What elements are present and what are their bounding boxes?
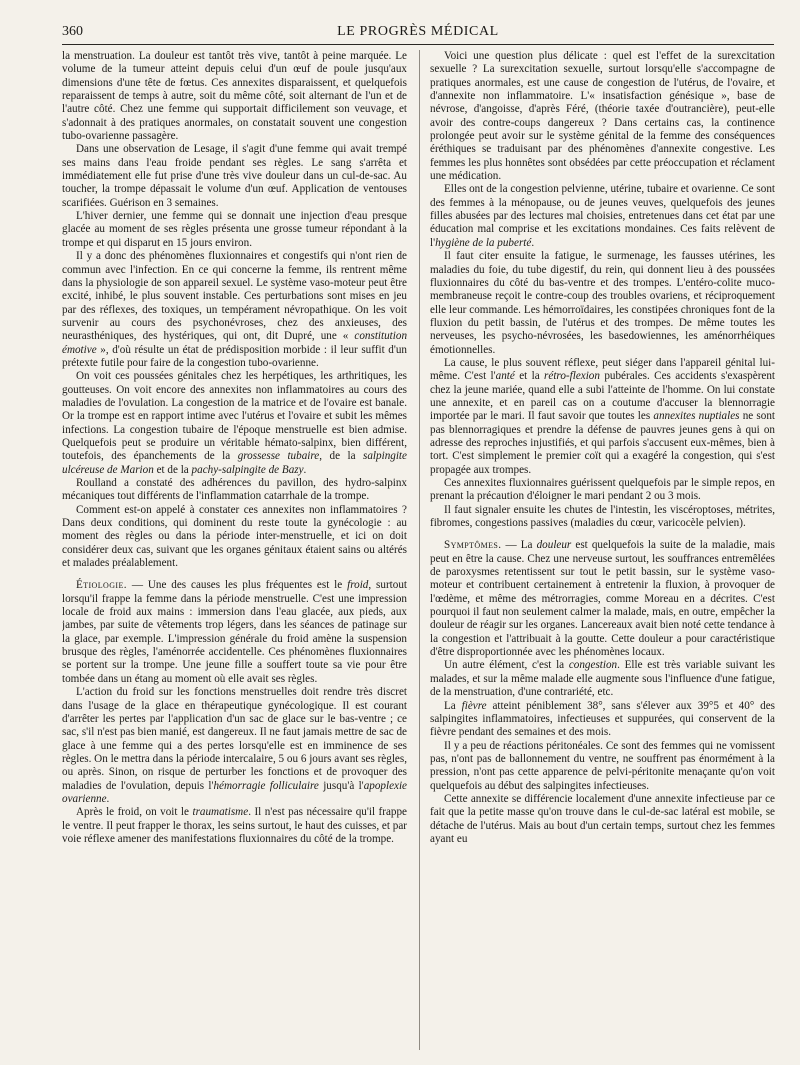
paragraph: la menstruation. La douleur est tantôt très vive, tantôt à peine marquée. Le volume de la tumeur atteint depuis celui d'un œuf de poule jusqu'aux dimensions d'une tête de fœtus. Ces annexites disparaissent, et quelquefois reparaissent de temps à autre, soit du même côté, soit alternant de l'un et de l'autre côté. Chez une femme qui supportait difficilement son veuvage, et s'adonnait à des pratiques anormales, on constatait souvent une congestion tubo-ovarienne passagère.: [62, 50, 407, 143]
paragraph: Il faut signaler ensuite les chutes de l'intestin, les viscéroptoses, métrites, fibromes, congestions passives (maladies du cœur, varicocèle pelvien).: [430, 503, 775, 530]
text-run: et la: [519, 370, 540, 383]
text-run: La: [444, 699, 456, 712]
journal-title: LE PROGRÈS MÉDICAL: [337, 24, 499, 39]
paragraph: Cette annexite se différencie localement d'une annexite infectieuse par ce fait que la petite masse qu'on trouve dans le cul-de-sac latéral est mobile, se détache de l'utérus. Mais au bout d'un certain temps, surtout chez les femmes ayant eu: [430, 792, 775, 845]
text-run: atteint péniblement 38°, sans s'élever aux 39°5 et 40° des salpingites inflammatoires, infectieuses et suppurées, qui conservent de la fièvre pendant des semaines et des mois.: [430, 699, 775, 739]
paragraph: [430, 183, 775, 250]
text-run: L'action du froid sur les fonctions menstruelles doit rendre très discret dans l'usage de la glace en thérapeutique gynécologique. Il est courant d'arrêter les pertes par l'application d'un sac de glace sur le bas-ventre ; ce sac, s'il n'est pas bien manié, est dangereux. Il ne faut jamais mettre de sac de glace à une femme qui a des pertes lorsqu'elle est en imminence de ses règles. On le mettra dans la période intercalaire, 5 ou 6 jours avant ses règles, ou après. Sinon, on risque de perturber les fonctions et de provoquer des maladies de l'ovulation, depuis l': [62, 686, 407, 792]
paragraph: L'hiver dernier, une femme qui se donnait une injection d'eau presque glacée au moment de ses règles présenta une grosse tumeur répondant à la trompe et qui disparut en 15 jours environ.: [62, 210, 407, 249]
left-column: [62, 50, 407, 1050]
section-heading-etiology: Étiologie.: [76, 579, 127, 592]
paragraph: Ces annexites fluxionnaires guérissent quelquefois par le simple repos, en prenant la précaution d'éloigner le mari pendant 2 ou 3 mois.: [430, 477, 775, 503]
paragraph: [430, 539, 775, 659]
text-run: .: [531, 236, 535, 249]
italic-term: salpingite ulcéreuse de Marion: [62, 450, 407, 476]
text-run: .: [303, 463, 307, 476]
italic-term: fièvre: [461, 699, 487, 712]
paragraph: Comment est-on appelé à constater ces annexites non inflammatoires ? Dans deux conditions, qui dominent du reste toute la gynécologie : au moment des règles ou dans la période inter-menstruelle, et ici on doit considérer deux cas, suivant que les organes génitaux étaient sains ou altérés et malades préalablement.: [62, 503, 407, 570]
paragraph: [430, 659, 775, 699]
text-run: est quelquefois la suite de la maladie, mais peut en être la cause. Chez une nerveuse surtout, les souffrances entremêlées de paroxysmes retentissent sur tout le petit bassin, sur le système vaso-moteur et contribuent certainement à entretenir la fluxion, à provoquer de l'œdème, et même des métrorragies, comme Moreau en a décrites. C'est pourquoi il faut non seulement calmer la malade, mais, en outre, empêcher la douleur de réagir sur les organes. Lancereaux avait bien noté cette tendance à la congestion et l'attribuait à la goutte. Cette douleur a pour caractéristique d'être disproportionnée avec les phénomènes locaux.: [430, 539, 775, 659]
italic-term: annexites nuptiales: [653, 410, 740, 423]
text-run: . Il n'est pas nécessaire qu'il frappe le ventre. Il peut frapper le thorax, les seins surtout, le haut des cuisses, et par voie réflexe amener des manifestations fluxionnaires du côté de la trompe.: [62, 806, 407, 845]
text-run: — Une des causes les plus fréquentes est le: [131, 579, 343, 592]
italic-term: rétro-flexion: [544, 370, 600, 383]
italic-term: anté: [495, 370, 515, 383]
page-number: 360: [62, 24, 83, 39]
italic-term: pachy-salpingite de Bazy: [191, 463, 304, 476]
text-run: pubérales. Ces accidents s'exaspèrent chez la jeune mariée, quand elle a subi l'atteinte de l'homme. On lui constate une annexite, et en pareil cas on a coutume d'accuser la blennorragie importée par le mari. Il faut savoir que toutes les: [430, 370, 775, 423]
text-run: et de la: [156, 463, 189, 476]
paragraph: Il y a peu de réactions péritonéales. Ce sont des femmes qui ne vomissent pas, n'ont pas de ballonnement du ventre, ne souffrent pas énormément à la pression, n'ont pas cette apparence de pelvi-péritonite menaçante qu'on voit quelquefois au début des salpingites infectieuses.: [430, 739, 775, 792]
text-run: , de la: [319, 450, 356, 463]
text-run: .: [106, 792, 110, 805]
text-run: . Elle est très variable suivant les malades, et sur la même malade elle augmente sous l'influence d'une fatigue, de la menstruation, d'une contrariété, etc.: [430, 659, 775, 699]
text-run: Elles ont de la congestion pelvienne, utérine, tubaire et ovarienne. Ce sont des femmes à la ménopause, ou de jeunes veuves, quelquefois des jeunes filles abusées par des lectures mal choisies, entretenues dans cet état par une éducation mal comprise et les excitations mondaines. Ces faits relèvent de l': [430, 183, 775, 249]
page-header: [62, 22, 774, 45]
column-divider: [419, 50, 420, 1050]
italic-term: apoplexie ovarienne: [62, 779, 407, 805]
italic-term: constitution émotive: [62, 330, 407, 356]
paragraph: [62, 806, 407, 846]
text-run: jusqu'à l': [323, 779, 364, 792]
italic-term: froid: [347, 579, 369, 592]
text-run: Après le froid, on voit le: [76, 806, 189, 819]
paragraph: [62, 250, 407, 370]
paragraph: [62, 579, 407, 686]
paragraph: [430, 357, 775, 477]
paragraph: Dans une observation de Lesage, il s'agit d'une femme qui avait trempé ses mains dans l'eau froide pendant ses règles. Le sang s'arrêta et immédiatement elle fut prise d'une très vive douleur dans un cul-de-sac. Au toucher, la trompe dépassait le volume d'un œuf. Application de ventouses scarifiées. Guérison en 3 semaines.: [62, 143, 407, 209]
text-run: , surtout lorsqu'il frappe la femme dans la période menstruelle. C'est une impression locale de froid aux mains : immersion dans l'eau glacée, aux pieds, aux jambes, par suite de vêtements trop légers, dans les séances de patinage sur la glace, par exemple. L'impression générale du froid amène la suspension brusque des règles, l'aménorrée accidentelle. Ces phénomènes fluxionnaires se portent sur la trompe. Une jeune fille a souffert toute sa vie pour être tombée dans un étang au moment où elle avait ses règles.: [62, 579, 407, 685]
italic-term: douleur: [536, 539, 572, 552]
italic-term: hémorragie folliculaire: [213, 779, 319, 792]
text-run: Il y a donc des phénomènes fluxionnaires et congestifs qui n'ont rien de commun avec l'infection. En ce qui concerne la femme, ils rentrent même dans la physiologie de son appareil sexuel. Le système vaso-moteur peut être excité, inhibé, le plus souvent instable. Ces perturbations sont mises en jeu par des réflexes, des toxiques, un tempérament névropathique. On les voit survenir au cours des psychonévroses, chez des anxieuses, des neurasthéniques, des hystériques, qui ont, dit Dupré, une «: [62, 250, 407, 343]
italic-term: congestion: [568, 659, 618, 672]
text-run: Un autre élément, c'est la: [444, 659, 565, 672]
text-run: — La: [505, 539, 533, 552]
paragraph: Roulland a constaté des adhérences du pavillon, des hydro-salpinx mécaniques tout différents de l'inflammation catarrhale de la trompe.: [62, 477, 407, 503]
paragraph: Voici une question plus délicate : quel est l'effet de la surexcitation sexuelle ? La surexcitation sexuelle, surtout lorsqu'elle s'accompagne de pratiques anormales, est une cause de congestion de l'utérus, de l'ovaire, et d'annexite non inflammatoire. L'« insatisfaction génésique », base de névrose, d'angoisse, d'après Féré, (théorie taxée d'outrancière), peut-elle avoir des contre-coups dangereux ? Dans certains cas, la continence prolongée peut avoir sur le système génital de la femme des conséquences éréthiques se traduisant par des phénomènes d'annexite congestive. Les femmes les plus honnêtes sont obsédées par cette préoccupation et réclament une médication.: [430, 50, 775, 183]
paragraph: [430, 700, 775, 740]
italic-term: grossesse tubaire: [237, 450, 320, 463]
section-heading-symptoms: Symptômes.: [444, 539, 502, 552]
text-run: La cause, le plus souvent réflexe, peut siéger dans l'appareil génital lui-même. C'est l': [430, 356, 775, 383]
text-run: On voit ces poussées génitales chez les herpétiques, les arthritiques, les goutteuses. On voit encore des annexites non inflammatoires au cours des maladies de l'ovulation. La congestion de la matrice et de l'ovaire est banale. Or la trompe est en rapport intime avec l'utérus et l'ovaire et subit les mêmes infections. La congestion tubaire de l'époque menstruelle est bien admise. Quelquefois peut se produire un véritable hémato-salpinx, bien différent, toutefois, des épanchements de la: [62, 370, 407, 463]
italic-term: traumatisme: [192, 806, 249, 819]
right-column: [430, 50, 775, 1050]
text-run: ne sont pas blennorragiques et prendre la défense de pauvres jeunes gens à qui on adresse des reproches injustifiés, et qui parfois s'accusent eux-mêmes, bien à tort. C'est simplement le premier coït qui a exagéré la congestion, qui s'est propagée aux trompes.: [430, 410, 775, 476]
text-run: », d'où résulte un état de prédisposition morbide : il leur suffit d'un prétexte futile pour faire de la congestion tubo-ovarienne.: [62, 343, 407, 369]
paragraph: [62, 686, 407, 806]
italic-term: hygiène de la puberté: [435, 236, 532, 249]
paragraph: [62, 370, 407, 477]
paragraph: Il faut citer ensuite la fatigue, le surmenage, les fausses utérines, les maladies du foie, du tube digestif, du rein, qui donnent lieu à des poussées fluxionnaires du côté du bas-ventre et des trompes. L'entéro-colite muco-membraneuse reçoit le contre-coup des troubles ovariens, et réciproquement elle leur commande. Les hémorroïdaires, les constipées chroniques font de la fluxion du petit bassin, de l'utérus et des trompes. De même toutes les nerveuses, les psycho-névrosées, les basedowiennes, les aménorrhéiques émotionnelles.: [430, 250, 775, 356]
